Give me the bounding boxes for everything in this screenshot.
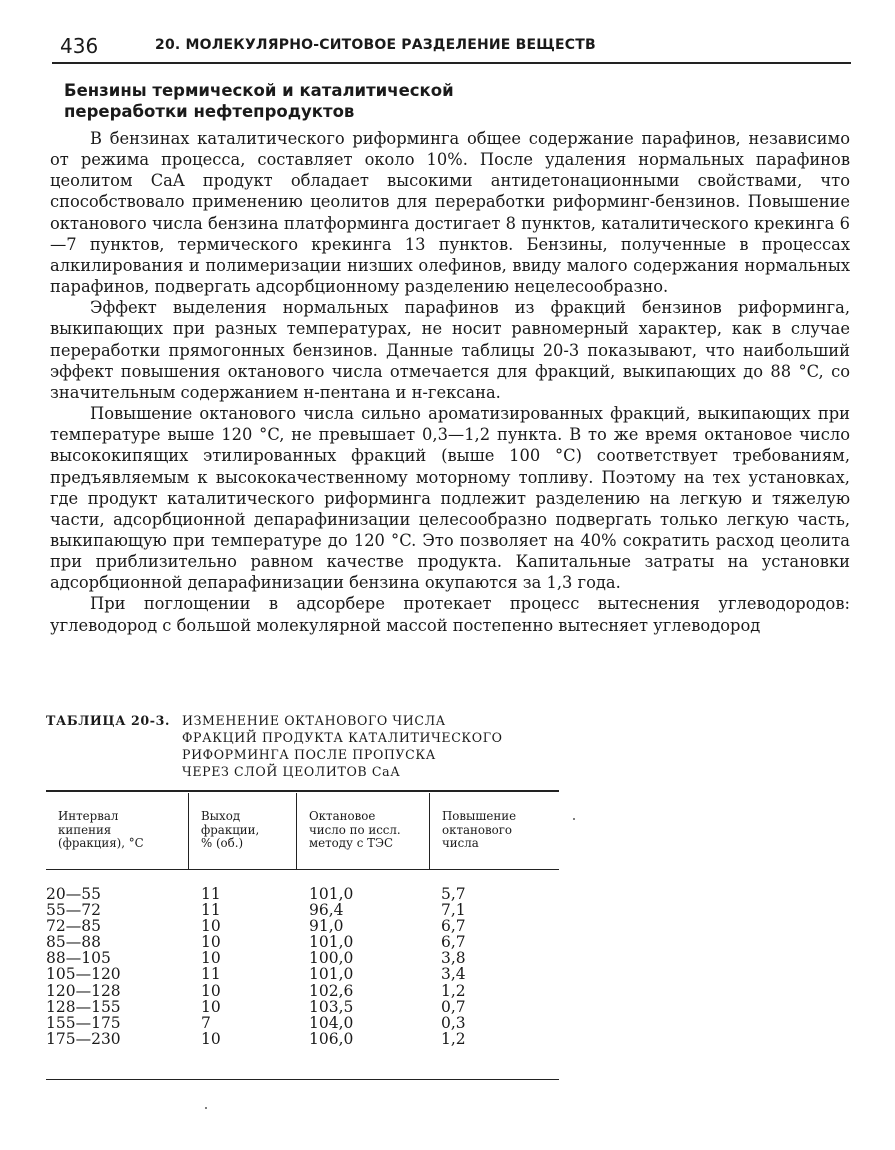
- header-line: кипения: [58, 822, 112, 837]
- column-header-yield: [201, 810, 259, 851]
- table-cell: 5,7: [441, 885, 466, 903]
- section-title-line: переработки нефтепродуктов: [64, 102, 355, 121]
- table-cell: 104,0: [309, 1013, 354, 1032]
- table-bottom-rule: [46, 1079, 559, 1080]
- column-octane: [309, 886, 353, 1047]
- table-cell: 101,0: [309, 885, 354, 903]
- table-cell: 3,4: [441, 965, 466, 984]
- table-cell: 91,0: [309, 917, 344, 936]
- table-cell: 1,2: [441, 1029, 466, 1048]
- table-caption-line: [46, 712, 566, 729]
- table-cell: 3,8: [441, 949, 466, 968]
- table-cell: 10: [201, 1029, 221, 1048]
- table-cell: 10: [201, 949, 221, 968]
- header-line: числа: [442, 836, 479, 850]
- table-caption-label: ТАБЛИЦА 20-3.: [46, 713, 170, 728]
- table-cell: 7,1: [441, 901, 466, 920]
- table-cell: 55—72: [46, 901, 101, 920]
- column-header-increase: [442, 810, 516, 851]
- header-line: методу с ТЭС: [309, 836, 394, 850]
- table-cell: 101,0: [309, 965, 354, 984]
- table-cell: 100,0: [309, 949, 354, 968]
- table-cell: 0,7: [441, 997, 466, 1016]
- table-cell: 128—155: [46, 997, 121, 1016]
- page-header: [52, 30, 852, 60]
- header-line: фракции,: [201, 822, 260, 837]
- column-divider: [429, 793, 430, 869]
- table-cell: 20—55: [46, 885, 101, 903]
- table-cell: 10: [201, 981, 221, 1000]
- table-cell: 7: [201, 1013, 211, 1032]
- header-line: Октановое: [309, 809, 376, 823]
- table-cell: 11: [201, 885, 221, 903]
- table-caption: [46, 712, 566, 780]
- header-line: Повышение: [442, 809, 517, 823]
- section-title: [64, 80, 504, 122]
- table-cell: 10: [201, 917, 221, 936]
- running-title: 20. МОЛЕКУЛЯРНО-СИТОВОЕ РАЗДЕЛЕНИЕ ВЕЩЕСТВ: [155, 37, 596, 53]
- table-cell: 175—230: [46, 1029, 121, 1048]
- table-cell: 120—128: [46, 981, 121, 1000]
- paragraph: При поглощении в адсорбере протекает процесс вытеснения углеводородов: углеводород с большой молекулярной массой постепенно вытесняет углеводород: [50, 594, 850, 635]
- header-line: число по иссл.: [309, 822, 401, 837]
- page-number: 436: [60, 34, 99, 58]
- speck-mark: [573, 818, 575, 820]
- table-cell: 106,0: [309, 1029, 354, 1048]
- header-line: Выход: [201, 809, 241, 823]
- column-interval: [46, 886, 121, 1047]
- table-cell: 103,5: [309, 997, 354, 1016]
- body-text: [50, 128, 850, 636]
- table-caption-text: ИЗМЕНЕНИЕ ОКТАНОВОГО ЧИСЛА: [182, 713, 446, 728]
- table-cell: 155—175: [46, 1013, 121, 1032]
- table-cell: 105—120: [46, 965, 121, 984]
- column-yield: [201, 886, 221, 1047]
- column-divider: [296, 793, 297, 869]
- column-divider: [188, 793, 189, 869]
- table-cell: 1,2: [441, 981, 466, 1000]
- header-line: Интервал: [58, 809, 119, 823]
- table-cell: 88—105: [46, 949, 111, 968]
- table-cell: 6,7: [441, 933, 466, 952]
- table-cell: 72—85: [46, 917, 101, 936]
- table-cell: 11: [201, 901, 221, 920]
- table-caption-line: ЧЕРЕЗ СЛОЙ ЦЕОЛИТОВ СаА: [182, 764, 401, 779]
- paragraph: Повышение октанового числа сильно ароматизированных фракций, выкипающих при температуре выше 120 °C, не превышает 0,3—1,2 пункта. В то же время октановое число высококипящих этилированных фракций (выше 100 °C) соответствует требованиям, предъявляемым к высококачественному моторному топливу. Поэтому на тех установках, где продукт каталитического риформинга подлежит разделению на легкую и тяжелую части, адсорбционной депарафинизации целесообразно подвергать только легкую часть, выкипающую при температуре до 120 °C. Это позволяет на 40% сократить расход цеолита при приблизительно равном качестве продукта. Капитальные затраты на установки адсорбционной депарафинизации бензина окупаются за 1,3 года.: [50, 404, 850, 593]
- column-header-octane: [309, 810, 401, 851]
- table-cell: 101,0: [309, 933, 354, 952]
- section-title-line: Бензины термической и каталитической: [64, 81, 454, 100]
- column-header-interval: [58, 810, 144, 851]
- header-rule: [52, 62, 851, 64]
- speck-mark: [205, 1107, 207, 1109]
- column-increase: [441, 886, 466, 1047]
- table-cell: 10: [201, 997, 221, 1016]
- header-line: октанового: [442, 822, 513, 837]
- paragraph: В бензинах каталитического риформинга общее содержание парафинов, независимо от режима процесса, составляет около 10%. После удаления нормальных парафинов цеолитом CaA продукт обладает высокими антидетонационными свойствами, что способствовало применению цеолитов для переработки риформинг-бензинов. Повышение октанового числа бензина платформинга достигает 8 пунктов, каталитического крекинга 6—7 пунктов, термического крекинга 13 пунктов. Бензины, полученные в процессах алкилирования и полимеризации низших олефинов, ввиду малого содержания нормальных парафинов, подвергать адсорбционному разделению нецелесообразно.: [50, 129, 850, 297]
- table-cell: 85—88: [46, 933, 101, 952]
- paragraph: Эффект выделения нормальных парафинов из фракций бензинов риформинга, выкипающих при разных температурах, не носит равномерный характер, как в случае переработки прямогонных бензинов. Данные таблицы 20-3 показывают, что наибольший эффект повышения октанового числа отмечается для фракций, выкипающих до 88 °C, со значительным содержанием н-пентана и н-гексана.: [50, 298, 850, 402]
- table-caption-line: ФРАКЦИЙ ПРОДУКТА КАТАЛИТИЧЕСКОГО: [182, 730, 503, 745]
- header-line: % (об.): [201, 836, 244, 850]
- table-top-rule: [46, 790, 559, 792]
- header-line: (фракция), °C: [58, 836, 144, 850]
- table-cell: 102,6: [309, 981, 354, 1000]
- table-cell: 0,3: [441, 1013, 466, 1032]
- table-cell: 10: [201, 933, 221, 952]
- header-rule: [46, 869, 559, 870]
- table-cell: 11: [201, 965, 221, 984]
- table-cell: 96,4: [309, 901, 344, 920]
- table-cell: 6,7: [441, 917, 466, 936]
- table-caption-line: РИФОРМИНГА ПОСЛЕ ПРОПУСКА: [182, 747, 436, 762]
